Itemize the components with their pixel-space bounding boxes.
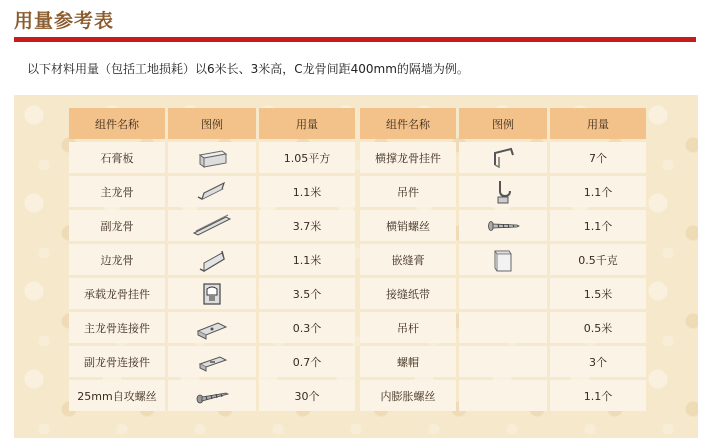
edge-keel-icon [192,247,232,273]
cell-name: 螺帽 [360,346,456,377]
table-row [360,210,646,241]
table-row [360,176,646,207]
table-header-row [69,108,355,139]
cell-name: 副龙骨 [69,210,165,241]
cell-name: 石膏板 [69,142,165,173]
table-row [360,278,646,309]
caulking-paste-icon [483,247,523,273]
header-cell-qty: 用量 [259,108,355,139]
table-row [69,142,355,173]
cell-qty: 7个 [550,142,646,173]
table-row [69,210,355,241]
header-cell-legend: 图例 [459,108,547,139]
cell-qty: 1.1米 [259,176,355,207]
cell-legend [168,346,256,377]
table-row [360,380,646,411]
cell-name: 横销螺丝 [360,210,456,241]
cross-brace-hanger-icon [483,145,523,171]
cell-legend [459,278,547,309]
cell-qty: 1.5米 [550,278,646,309]
title-rule [14,37,696,42]
page-title: 用量参考表 [14,10,115,32]
cell-name: 内膨胀螺丝 [360,380,456,411]
header-cell-name: 组件名称 [69,108,165,139]
cell-name: 吊件 [360,176,456,207]
cell-legend [459,210,547,241]
cell-qty: 3.7米 [259,210,355,241]
gypsum-board-icon [192,145,232,171]
cell-qty: 1.1个 [550,380,646,411]
cell-name: 25mm自攻螺丝 [69,380,165,411]
table-row [69,244,355,275]
cell-name: 接缝纸带 [360,278,456,309]
cell-qty: 1.1个 [550,176,646,207]
table-row [69,346,355,377]
cell-name: 横撑龙骨挂件 [360,142,456,173]
cell-name: 嵌缝膏 [360,244,456,275]
header-cell-name: 组件名称 [360,108,456,139]
table-row [69,312,355,343]
cell-legend [168,278,256,309]
main-keel-icon [192,179,232,205]
table-row [360,142,646,173]
cell-name: 承载龙骨挂件 [69,278,165,309]
cell-legend [168,380,256,411]
cell-qty: 1.1米 [259,244,355,275]
header-cell-legend: 图例 [168,108,256,139]
cell-qty: 1.1个 [550,210,646,241]
cell-legend [459,142,547,173]
cell-qty: 0.7个 [259,346,355,377]
cell-name: 主龙骨连接件 [69,312,165,343]
cell-name: 边龙骨 [69,244,165,275]
cell-legend [459,244,547,275]
table-row [360,312,646,343]
cell-legend [168,210,256,241]
cell-qty: 0.5千克 [550,244,646,275]
table-panel [14,95,698,438]
secondary-keel-icon [192,213,232,239]
load-keel-hanger-icon [192,281,232,307]
cell-qty: 1.05平方 [259,142,355,173]
cell-name: 主龙骨 [69,176,165,207]
main-keel-connector-icon [192,315,232,341]
cell-qty: 3.5个 [259,278,355,309]
self-tapping-screw-icon [192,383,232,409]
cell-legend [459,346,547,377]
cell-legend [168,176,256,207]
cell-qty: 0.3个 [259,312,355,343]
cell-qty: 3个 [550,346,646,377]
cell-qty: 30个 [259,380,355,411]
table-row [360,346,646,377]
cell-legend [168,244,256,275]
cell-legend [459,176,547,207]
hanger-icon [483,179,523,205]
secondary-keel-connector-icon [192,349,232,375]
cell-name: 副龙骨连接件 [69,346,165,377]
cell-legend [459,380,547,411]
cell-legend [168,312,256,343]
table-row [69,278,355,309]
table-row [69,380,355,411]
left-spec-table [66,105,358,414]
cell-name: 吊杆 [360,312,456,343]
cell-legend [168,142,256,173]
intro-text: 以下材料用量（包括工地损耗）以6米长、3米高，C龙骨间距400mm的隔墙为例。 [27,62,469,76]
table-row [69,176,355,207]
cell-qty: 0.5米 [550,312,646,343]
table-row [360,244,646,275]
cross-pin-screw-icon [483,213,523,239]
cell-legend [459,312,547,343]
table-header-row [360,108,646,139]
right-spec-table [357,105,649,414]
header-cell-qty: 用量 [550,108,646,139]
